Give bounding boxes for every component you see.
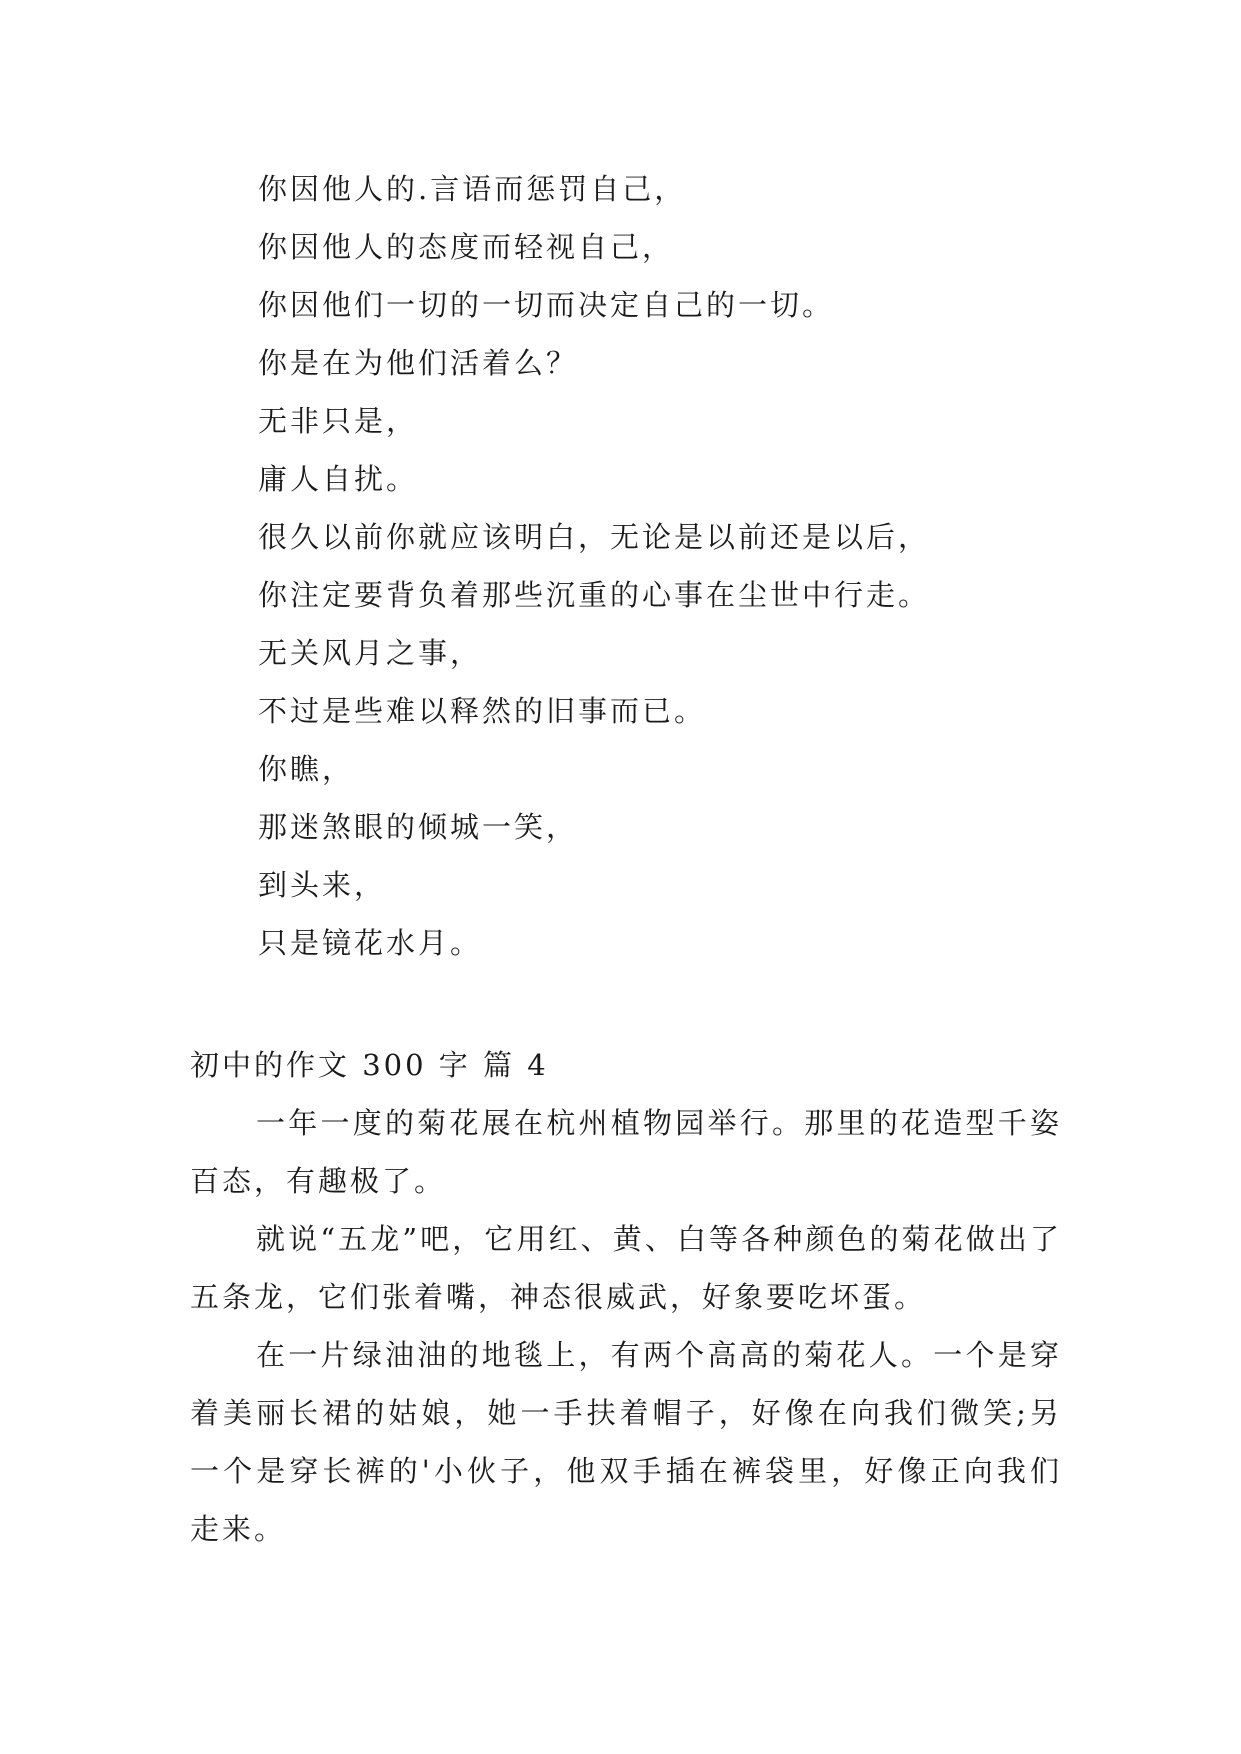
poem-block	[258, 160, 1078, 972]
poem-line: 你因他人的.言语而惩罚自己，	[258, 172, 687, 206]
poem-line: 你因他们一切的一切而决定自己的一切。	[258, 288, 835, 322]
poem-line: 庸人自扰。	[258, 462, 419, 496]
prose-block	[190, 1094, 1062, 1558]
poem-line: 你注定要背负着那些沉重的心事在尘世中行走。	[258, 578, 931, 612]
poem-line: 那迷煞眼的倾城一笑，	[258, 810, 579, 844]
poem-line: 你因他人的态度而轻视自己，	[258, 230, 675, 264]
poem-line: 很久以前你就应该明白，无论是以前还是以后，	[258, 520, 931, 554]
poem-line: 你瞧，	[258, 752, 355, 786]
poem-line: 你是在为他们活着么？	[258, 346, 579, 380]
poem-line: 无关风月之事，	[258, 636, 483, 670]
paragraph: 一年一度的菊花展在杭州植物园举行。那里的花造型千姿百态，有趣极了。	[190, 1106, 1062, 1198]
poem-line: 只是镜花水月。	[258, 926, 483, 960]
paragraph: 在一片绿油油的地毯上，有两个高高的菊花人。一个是穿着美丽长裙的姑娘，她一手扶着帽子，好像在向我们微笑;另一个是穿长裤的'小伙子，他双手插在裤袋里，好像正向我们走来。	[190, 1338, 1062, 1546]
poem-line: 无非只是，	[258, 404, 419, 438]
paragraph: 就说“五龙”吧，它用红、黄、白等各种颜色的菊花做出了五条龙，它们张着嘴，神态很威武，好象要吃坏蛋。	[190, 1222, 1062, 1314]
section-heading: 初中的作文 300 字 篇 4	[190, 1048, 549, 1082]
poem-line: 到头来，	[258, 868, 387, 902]
poem-line: 不过是些难以释然的旧事而已。	[258, 694, 707, 728]
